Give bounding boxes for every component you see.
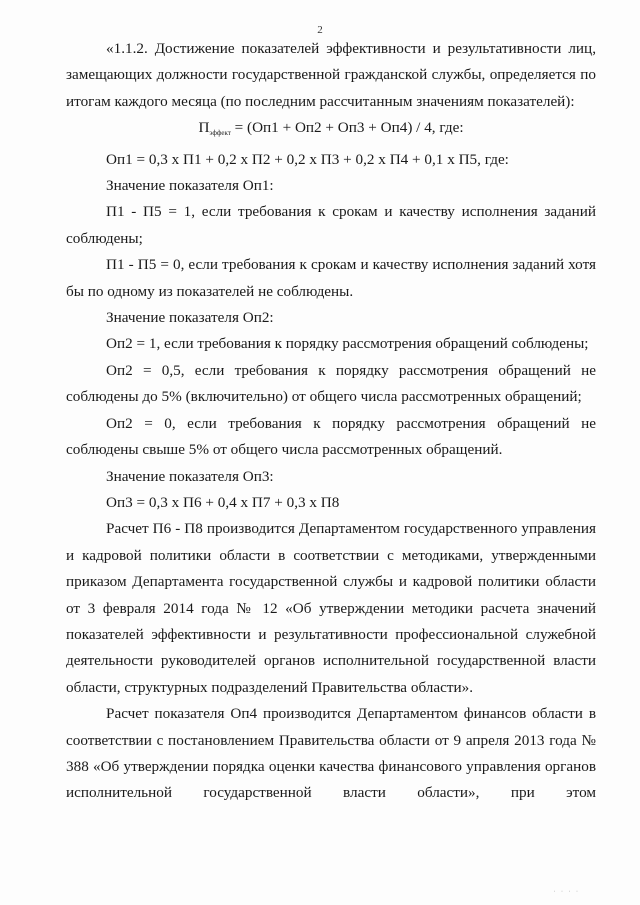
scan-corner-mark: · · · ·	[553, 889, 580, 895]
formula-main-subscript: эффект	[209, 129, 231, 138]
paragraph-calc-op4: Расчет показателя Оп4 производится Департаментом финансов области в соответствии с постановлением Правительства области от 9 апреля 2013 года № 388 «Об утверждении порядка оценки качества финансового управления органов исполнительной государственной власти области», при этом	[66, 705, 596, 802]
formula-main-symbol: П	[198, 119, 210, 137]
formula-main	[66, 115, 596, 146]
formula-op1: Оп1 = 0,3 х П1 + 0,2 х П2 + 0,2 х П3 + 0,2 х П4 + 0,1 х П5, где:	[106, 150, 509, 168]
formula-main-expression: = (Оп1 + Оп2 + Оп3 + Оп4) / 4, где:	[230, 119, 464, 137]
op1-condition-met: П1 - П5 = 1, если требования к срокам и качеству исполнения заданий соблюдены;	[66, 203, 596, 247]
document-body	[66, 36, 596, 807]
op3-title: Значение показателя Оп3:	[106, 467, 274, 485]
paragraph-achievement-intro: «1.1.2. Достижение показателей эффективности и результативности лиц, замещающих должности государственной гражданской службы, определяется по итогам каждого месяца (по последним рассчитанным значениям показателей):	[66, 40, 596, 110]
op2-value-1: Оп2 = 1, если требования к порядку рассмотрения обращений соблюдены;	[106, 335, 589, 353]
op2-value-half: Оп2 = 0,5, если требования к порядку рассмотрения обращений не соблюдены до 5% (включительно) от общего числа рассмотренных обращений;	[66, 361, 596, 406]
op2-title: Значение показателя Оп2:	[106, 309, 274, 327]
op1-title: Значение показателя Оп1:	[106, 177, 274, 195]
op2-value-0: Оп2 = 0, если требования к порядку рассмотрения обращений не соблюдены свыше 5% от общего числа рассмотренных обращений.	[66, 414, 596, 459]
page-number: 2	[317, 24, 323, 36]
formula-op3: Оп3 = 0,3 х П6 + 0,4 х П7 + 0,3 х П8	[106, 493, 340, 511]
op1-condition-not-met: П1 - П5 = 0, если требования к срокам и качеству исполнения заданий хотя бы по одному из показателей не соблюдены.	[66, 256, 596, 300]
paragraph-calc-p6-p8: Расчет П6 - П8 производится Департаментом государственного управления и кадровой политики области в соответствии с методиками, утвержденными приказом Департамента государственной службы и кадровой политики области от 3 февраля 2014 года № 12 «Об утверждении методики расчета значений показателей эффективности и результативности профессиональной служебной деятельности руководителей органов исполнительной государственной власти области, структурных подразделений Правительства области».	[66, 520, 596, 696]
